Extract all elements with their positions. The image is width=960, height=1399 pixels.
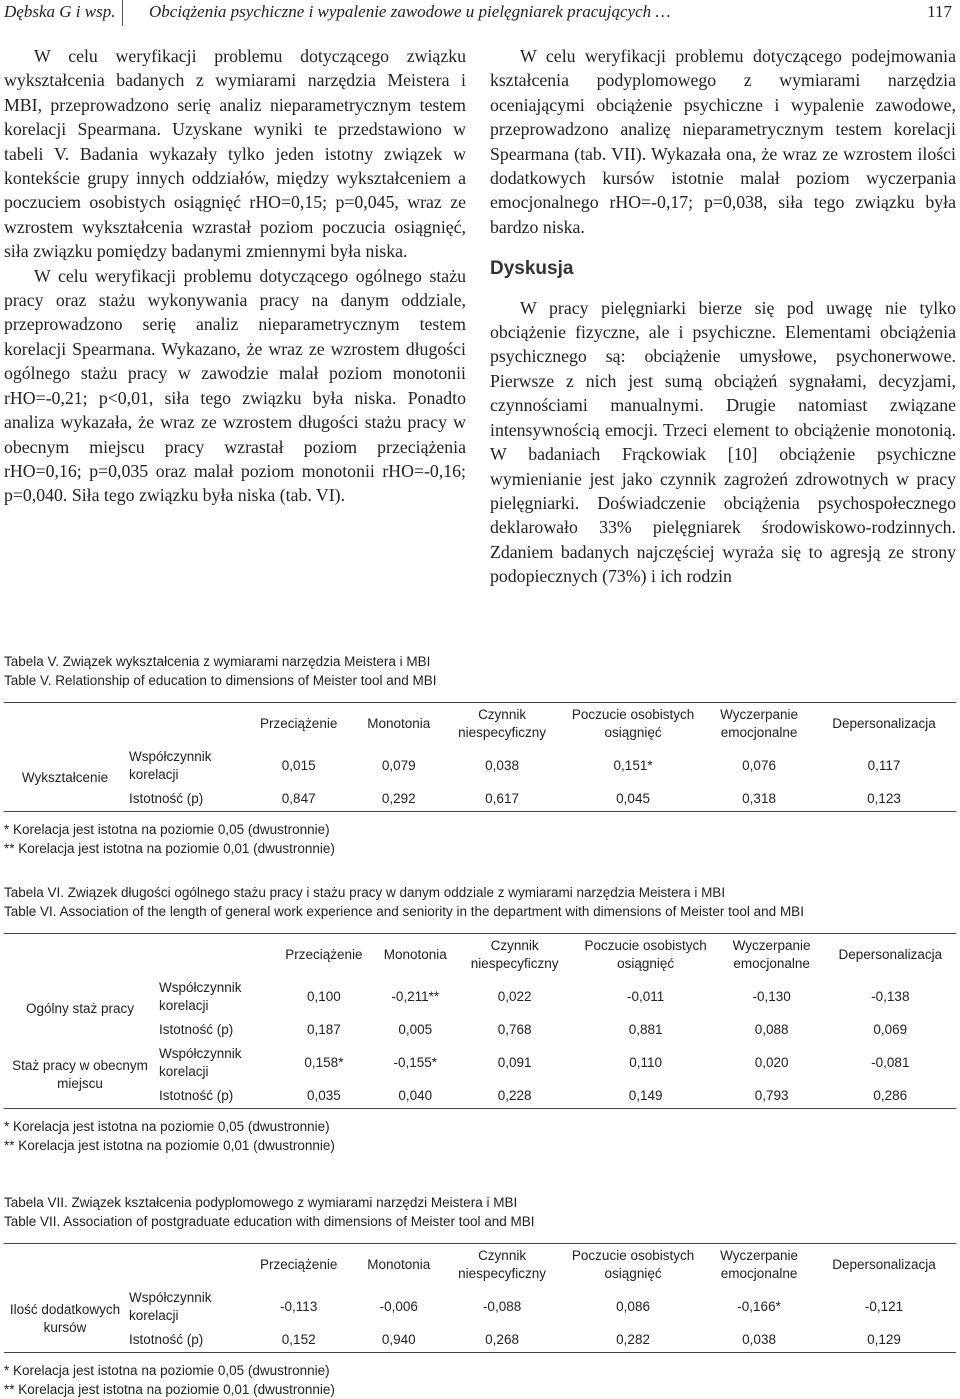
header-separator xyxy=(122,0,123,26)
table-row xyxy=(4,976,956,1018)
table-footnote: ** Korelacja jest istotna na poziomie 0,01 (dwustronnie) xyxy=(4,1382,335,1397)
table-cell: -0,130 xyxy=(752,989,791,1004)
table-row xyxy=(4,1328,956,1353)
table-cell: 0,847 xyxy=(281,791,316,806)
table-caption-pl: Tabela VI. Związek długości ogólnego stażu pracy i stażu pracy w danym oddziale z wymiarami narzędzia Meistera i MBI xyxy=(4,885,726,900)
table-cell: 0,100 xyxy=(307,989,341,1004)
column-header: Monotonia xyxy=(383,947,447,962)
table-footnote: * Korelacja jest istotna na poziomie 0,05 (dwustronnie) xyxy=(4,1363,330,1378)
column-header: Monotonia xyxy=(367,1257,431,1272)
row-label: Współczynnik korelacji xyxy=(129,749,212,782)
table-cell: 0,022 xyxy=(497,989,532,1004)
table-cell: 0,020 xyxy=(754,1055,789,1070)
table-cell: -0,138 xyxy=(871,989,910,1004)
table-header-row xyxy=(4,934,956,977)
table-cell: -0,088 xyxy=(482,1299,522,1314)
table-cell: 0,282 xyxy=(616,1332,650,1347)
table-cell: 0,076 xyxy=(742,758,776,773)
row-label: Współczynnik korelacji xyxy=(129,1290,212,1323)
table-cell: 0,617 xyxy=(485,791,519,806)
column-header: Wyczerpanie emocjonalne xyxy=(720,1248,799,1281)
column-header: Depersonalizacja xyxy=(838,947,943,962)
column-header: Depersonalizacja xyxy=(832,1257,936,1272)
column-header: Wyczerpanie emocjonalne xyxy=(720,707,799,740)
column-header: Poczucie osobistych osiągnięć xyxy=(571,707,695,740)
paragraph: W celu weryfikacji problemu dotyczącego ogólnego stażu pracy oraz stażu wykonywania pracy na danym oddziale, przeprowadzono serię analiz nieparametrycznym testem korelacji Spearmana. Wykazano, że wraz ze wzrostem długości ogólnego stażu pracy w zawodzie malał poziom monotonii rHO=-0,21; p<0,01, siła tego związku była niska. Ponadto analiza wykazała, że wraz ze wzrostem długości stażu pracy w obecnym miejscu pracy wzrastał poziom przeciążenia rHO=0,16; p=0,035 oraz malał poziom monotonii rHO=-0,16; p=0,040. Siła tego związku była niska (tab. VI). xyxy=(4,265,466,506)
header-title: Obciążenia psychiczne i wypalenie zawodowe u pielęgniarek pracujących … xyxy=(149,2,671,21)
column-header: Monotonia xyxy=(367,716,431,731)
table-cell: 0,940 xyxy=(381,1332,416,1347)
row-group-label: Ilość dodatkowych kursów xyxy=(9,1302,121,1335)
table-cell: -0,155* xyxy=(393,1055,438,1070)
running-header xyxy=(0,0,960,28)
table-row xyxy=(4,787,956,812)
table-row xyxy=(4,1286,956,1328)
paragraph: W celu weryfikacji problemu dotyczącego związku wykształcenia badanych z wymiarami narzędzia Meistera i MBI, przeprowadzono serię analiz nieparametrycznym testem korelacji Spearmana. Uzyskane wyniki te przedstawiono w tabeli V. Badania wykazały tylko jeden istotny związek w kontekście grupy innych oddziałów, między wykształceniem a poczuciem osobistych osiągnięć rHO=0,15; p=0,045, wraz ze wzrostem wykształcenia wzrastał poziom poczucia osiągnięć, siła związku pomiędzy badanymi zmiennymi była niska. xyxy=(4,46,466,262)
column-header: Czynnik niespecyficzny xyxy=(458,707,546,740)
paragraph: W pracy pielęgniarki bierze się pod uwagę nie tylko obciążenie fizyczne, ale i psychiczne. Elementami obciążenia psychicznego są: obciążenie umysłowe, psychonerwowe. Pierwsze z nich jest sumą obciążeń sygnałami, decyzjami, czynnościami manualnymi. Drugie natomiast związane intensywnością emocji. Trzeci element to obciążenie monotonią. W badaniach Frąckowiak [10] obciążenie psychiczne wymienianie jest jako czynnik zagrożeń zdrowotnych w pracy pielęgniarki. Doświadczenie obciążenia psychospołecznego deklarowało 33% pielęgniarek środowiskowo-rodzinnych. Zdaniem badanych najczęściej wyraża się to agresją ze strony podopiecznych (73%) i ich rodzin xyxy=(490,297,956,587)
column-header: Poczucie osobistych osiągnięć xyxy=(571,1248,695,1281)
column-header: Przeciążenie xyxy=(285,947,363,962)
table-v-block xyxy=(4,652,956,858)
table-cell: -0,113 xyxy=(280,1299,318,1314)
table-cell: 0,151* xyxy=(613,758,653,773)
paragraph: W celu weryfikacji problemu dotyczącego podejmowania kształcenia podyplomowego z wymiarami narzędzia oceniającymi obciążenie psychiczne i wypalenie zawodowe, przeprowadzono analizę nieparametrycznym testem korelacji Spearmana (tab. VII). Wykazała ona, że wraz ze wzrostem ilości dodatkowych kursów istotnie malał poziom wyczerpania emocjonalnego rHO=-0,17; p=0,038, siła tego związku była bardzo niska. xyxy=(490,46,956,237)
table-cell: -0,166* xyxy=(737,1299,781,1314)
table-cell: 0,286 xyxy=(873,1088,908,1103)
header-authors: Dębska G i wsp. xyxy=(4,2,116,21)
table-footnote: * Korelacja jest istotna na poziomie 0,05 (dwustronnie) xyxy=(4,1119,330,1134)
table-caption-pl: Tabela V. Związek wykształcenia z wymiarami narzędzia Meistera i MBI xyxy=(4,654,431,669)
table-cell: 0,035 xyxy=(307,1088,341,1103)
table-caption-en: Table VII. Association of postgraduate education with dimensions of Meister tool and MBI xyxy=(4,1214,535,1229)
row-label: Istotność (p) xyxy=(129,791,204,806)
column-header: Przeciążenie xyxy=(260,716,338,731)
right-column xyxy=(490,44,956,589)
table-cell: 0,015 xyxy=(281,758,316,773)
table-cell: 0,268 xyxy=(485,1332,519,1347)
table-cell: 0,881 xyxy=(628,1022,663,1037)
table-v xyxy=(4,702,956,812)
table-cell: 0,038 xyxy=(742,1332,776,1347)
table-footnote: ** Korelacja jest istotna na poziomie 0,01 (dwustronnie) xyxy=(4,1138,335,1153)
section-heading: Dyskusja xyxy=(490,258,574,280)
table-cell: 0,123 xyxy=(867,791,901,806)
table-cell: 0,768 xyxy=(497,1022,532,1037)
row-label: Współczynnik korelacji xyxy=(159,980,242,1013)
table-cell: 0,086 xyxy=(616,1299,650,1314)
table-cell: 0,158* xyxy=(304,1055,344,1070)
table-cell: 0,038 xyxy=(485,758,519,773)
row-label: Istotność (p) xyxy=(159,1088,234,1103)
table-vi-block xyxy=(4,883,956,1155)
table-cell: 0,045 xyxy=(616,791,650,806)
row-group-label: Wykształcenie xyxy=(21,770,109,785)
table-cell: -0,011 xyxy=(626,989,665,1004)
column-header: Wyczerpanie emocjonalne xyxy=(732,938,811,971)
table-caption-en: Table V. Relationship of education to dimensions of Meister tool and MBI xyxy=(4,673,437,688)
table-vii-block xyxy=(4,1193,956,1399)
table-cell: 0,152 xyxy=(281,1332,316,1347)
table-cell: -0,211** xyxy=(391,989,440,1004)
table-vii xyxy=(4,1243,956,1353)
table-cell: 0,088 xyxy=(754,1022,789,1037)
table-cell: 0,040 xyxy=(398,1088,433,1103)
table-row xyxy=(4,745,956,787)
left-column xyxy=(4,44,466,508)
table-cell: 0,110 xyxy=(629,1055,663,1070)
table-cell: 0,149 xyxy=(628,1088,663,1103)
table-cell: -0,006 xyxy=(379,1299,418,1314)
table-vi xyxy=(4,933,956,1109)
column-header: Poczucie osobistych osiągnięć xyxy=(584,938,707,971)
table-cell: 0,005 xyxy=(398,1022,433,1037)
table-cell: 0,292 xyxy=(381,791,416,806)
table-header-row xyxy=(4,703,956,746)
row-label: Istotność (p) xyxy=(159,1022,234,1037)
table-cell: -0,081 xyxy=(871,1055,910,1070)
table-caption-en: Table VI. Association of the length of general work experience and seniority in the department with dimensions of Meister tool and MBI xyxy=(4,904,804,919)
table-cell: 0,069 xyxy=(873,1022,908,1037)
table-cell: 0,079 xyxy=(381,758,416,773)
column-header: Depersonalizacja xyxy=(832,716,936,731)
column-header: Czynnik niespecyficzny xyxy=(470,938,559,971)
table-footnote: * Korelacja jest istotna na poziomie 0,05 (dwustronnie) xyxy=(4,822,330,837)
row-label: Współczynnik korelacji xyxy=(159,1046,242,1079)
row-label: Istotność (p) xyxy=(129,1332,204,1347)
table-row xyxy=(4,1042,956,1084)
page-number: 117 xyxy=(927,2,952,21)
table-cell: 0,318 xyxy=(742,791,776,806)
table-cell: -0,121 xyxy=(864,1299,904,1314)
table-cell: 0,091 xyxy=(497,1055,532,1070)
row-group-label: Ogólny staż pracy xyxy=(25,1001,135,1016)
column-header: Czynnik niespecyficzny xyxy=(458,1248,546,1281)
table-header-row xyxy=(4,1244,956,1287)
table-cell: 0,129 xyxy=(867,1332,901,1347)
table-cell: 0,117 xyxy=(867,758,901,773)
table-cell: 0,793 xyxy=(754,1088,789,1103)
table-caption-pl: Tabela VII. Związek kształcenia podyplomowego z wymiarami narzędzi Meistera i MBI xyxy=(4,1195,518,1210)
row-group-label: Staż pracy w obecnym miejscu xyxy=(12,1058,148,1091)
table-cell: 0,228 xyxy=(497,1088,532,1103)
table-cell: 0,187 xyxy=(307,1022,341,1037)
column-header: Przeciążenie xyxy=(260,1257,338,1272)
table-footnote: ** Korelacja jest istotna na poziomie 0,01 (dwustronnie) xyxy=(4,841,335,856)
